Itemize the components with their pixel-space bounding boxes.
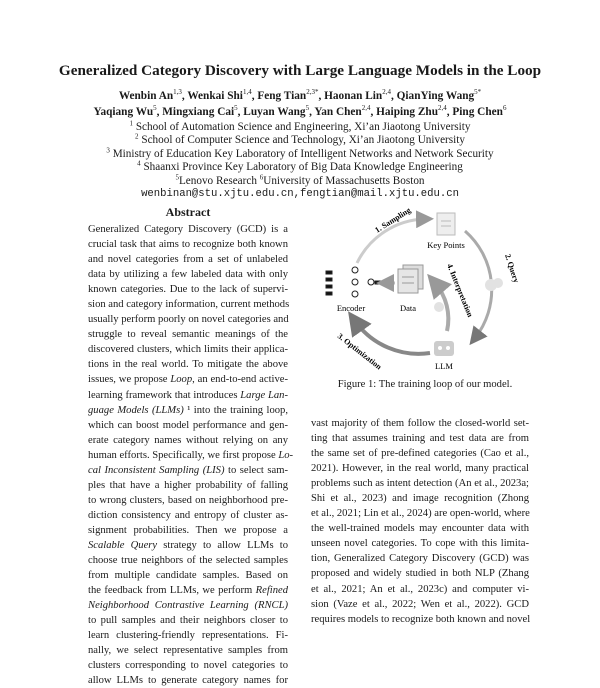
body-text: and novel categories from a set of unlabeled: [88, 254, 288, 266]
body-text: Generalized Category Discovery (GCD) is a: [88, 224, 288, 235]
body-text: human efforts. Specifically, we first propose: [88, 449, 279, 461]
text-line: [88, 538, 288, 553]
text-line: [311, 461, 529, 476]
figure-caption: Figure 1: The training loop of our model.: [337, 379, 513, 390]
step-sampling-label: 1. Sampling: [373, 205, 413, 235]
text-line: [88, 568, 288, 583]
text-line: [88, 643, 288, 658]
author-line-2: Yaqiang Wu$^5$, Mingxiang Cai$^5$, Luyan Wang$^5$, Yan Chen$^{2,4}$, Haiping Zhu$^{2,4}$, Ping Chen$^6$: [93, 104, 507, 118]
data-stack-icon: [398, 265, 423, 293]
author-name: Yaqiang Wu: [93, 106, 154, 118]
optimization-arc: [355, 321, 430, 354]
text-line: [88, 613, 288, 628]
body-text: allow LLMs to generate category names for: [88, 675, 288, 687]
body-text: tions in the real world. To mitigate the above: [88, 359, 288, 371]
step-query-label: 2. Query: [503, 252, 521, 284]
bulb-icon: [434, 302, 444, 312]
author-line-1: Wenbin An$^{1,3}$, Wenkai Shi$^{1,4}$, Feng Tian$^{2,3*}$, Haonan Lin$^{2,4}$, QianYing Wang$^{5*}$: [118, 88, 482, 102]
text-line: [88, 508, 288, 523]
text-line: [88, 478, 288, 493]
text-line: [88, 342, 288, 357]
step-interpretation-label: 4. Interpretation: [445, 262, 475, 319]
cloud-icon: [485, 278, 503, 291]
text-line: [88, 673, 288, 688]
step-optimization-label: 3. Optimization: [335, 331, 384, 372]
author-name: Haonan Lin: [324, 90, 383, 102]
body-text: diction consistency and entropy of cluster as-: [88, 509, 288, 521]
author-name: Feng Tian: [257, 90, 307, 102]
author-list: [0, 88, 600, 120]
author-affiliation-mark: 5: [305, 104, 310, 113]
text-line: [88, 433, 288, 448]
author-affiliation-mark: 2,4: [382, 88, 391, 97]
author-affiliation-mark: 5: [234, 104, 238, 113]
body-text: , an end-to-end active-: [192, 374, 288, 386]
body-text: sion and category information, current methods: [88, 299, 290, 311]
text-line: [88, 628, 288, 643]
body-text: which can boost model performance and gen-: [88, 419, 288, 431]
affiliation-number: 6: [259, 172, 264, 181]
author-affiliation-mark: 6: [502, 104, 507, 113]
text-line: [88, 312, 288, 327]
affiliation-text: School of Computer Science and Technology, Xi’an Jiaotong University: [141, 134, 465, 147]
author-affiliation-mark: 2,4: [437, 104, 447, 113]
body-text: issues, we propose: [88, 374, 171, 386]
emphasized-text: cal Inconsistent Sampling (LIS): [88, 464, 225, 476]
body-text: to select sam-: [224, 464, 288, 476]
author-affiliation-mark: 2,4: [361, 104, 371, 113]
text-line: [88, 222, 288, 237]
affiliation-number: 3: [106, 146, 110, 155]
body-text: learn clustering-friendly representations. Fi-: [88, 630, 288, 642]
body-text: Shi et al., 2023) and image recognition (Zhong: [311, 493, 529, 505]
body-text: usually perform poorly on novel categories and: [88, 314, 289, 326]
body-text: crucial task that aims to recognize both known: [88, 239, 288, 251]
author-affiliation-mark: 5*: [474, 88, 482, 97]
emphasized-text: guage Models (LLMs): [88, 404, 184, 416]
body-text: to wrong clusters, based on neighborhood pre-: [88, 494, 288, 506]
body-text: learning framework that introduces: [88, 389, 241, 401]
body-text: 2021). However, in the real world, many practical: [311, 463, 529, 475]
paper-title: Generalized Category Discovery with Large Language Models in the Loop: [58, 62, 542, 79]
encoder-label: Encoder: [336, 303, 366, 313]
affiliation-text: University of Massachusetts Boston: [263, 174, 425, 187]
text-line: [311, 551, 529, 566]
body-text: from multiple candidate samples. Based on: [88, 570, 288, 582]
body-text: problems such as intent detection (An et al., 2023a;: [311, 478, 529, 490]
affiliation: [0, 134, 600, 147]
text-line: [311, 566, 529, 581]
emphasized-text: Refined: [255, 585, 288, 597]
text-line: [88, 553, 288, 568]
key-points-icon: [437, 213, 455, 235]
emphasized-text: Large Lan-: [240, 389, 288, 401]
text-line: [88, 403, 288, 418]
body-text: vast majority of them follow the closed-world set-: [311, 418, 529, 429]
author-name: QianYing Wang: [396, 90, 475, 102]
text-line: [88, 448, 294, 463]
training-loop-figure: [315, 203, 540, 373]
affiliation-text: School of Automation Science and Engineering, Xi’an Jiaotong University: [135, 121, 471, 133]
right-column-body: [311, 416, 529, 627]
affiliation: [0, 161, 600, 174]
affiliation-text: Shaanxi Province Key Laboratory of Big Data Knowledge Engineering: [143, 161, 463, 174]
body-text: proposed and widely studied in both NLP (Zhang: [311, 568, 529, 580]
affiliation-number: 2: [135, 132, 139, 141]
body-text: ¹ into the training loop,: [183, 404, 288, 416]
author-name: Wenkai Shi: [187, 90, 243, 102]
affiliation-number: 1: [129, 119, 134, 128]
text-line: [311, 536, 529, 551]
affiliation-text: Ministry of Education Key Laboratory of Intelligent Networks and Network Security: [112, 147, 494, 160]
author-name: Luyan Wang: [243, 106, 306, 118]
text-line: [311, 597, 529, 612]
author-affiliation-mark: 1,3: [173, 88, 182, 97]
body-text: data by utilizing a few labeled data with only: [88, 269, 288, 281]
author-affiliation-mark: 2,3*: [306, 88, 319, 97]
text-line: [311, 446, 529, 461]
text-line: [311, 521, 529, 536]
author-name: Haiping Zhu: [376, 106, 438, 118]
text-line: [311, 476, 529, 491]
text-line: [88, 388, 288, 403]
body-text: choose true neighbors of the selected samples: [88, 555, 288, 567]
key-points-label: Key Points: [427, 240, 465, 250]
body-text: signment probabilities. Then we propose a: [88, 524, 288, 536]
text-line: [88, 523, 288, 538]
text-line: [88, 267, 288, 282]
text-line: [311, 431, 529, 446]
author-name: Yan Chen: [314, 106, 362, 118]
affiliation: [0, 121, 600, 134]
body-text: et al., 2021; An et al., 2023c) and computer vi-: [311, 583, 529, 595]
text-line: [88, 297, 288, 312]
text-line: [88, 327, 288, 342]
author-emails: wenbinan@stu.xjtu.edu.cn,fengtian@mail.xjtu.edu.cn: [141, 188, 459, 201]
author-name: Ping Chen: [452, 106, 503, 118]
body-text: erate category names without relying on any: [88, 434, 288, 446]
emphasized-text: Loop: [170, 374, 193, 386]
body-text: discovered clusters, which limits their applica-: [88, 344, 288, 356]
body-text: ples that have a higher probability of falling: [88, 479, 288, 491]
body-text: unseen novel categories. To cope with this limita-: [311, 538, 529, 550]
encoder-icon: [326, 267, 381, 297]
text-line: [311, 506, 529, 521]
affiliations: [0, 121, 600, 201]
body-text: requires models to recognize both known and novel: [311, 613, 531, 625]
affiliation-text: Lenovo Research: [178, 174, 257, 187]
body-text: the same set of pre-defined categories (Cao et al.,: [311, 448, 529, 460]
author-affiliation-mark: 1,4: [242, 88, 252, 97]
affiliation-5-6: [0, 172, 600, 188]
emphasized-text: Lo-: [278, 449, 294, 461]
text-line: [88, 493, 288, 508]
text-line: [88, 598, 288, 613]
text-line: [88, 252, 288, 267]
body-text: et al., 2021; Lin et al., 2024) are open-world, where: [311, 508, 530, 520]
abstract-heading: Abstract: [165, 205, 211, 219]
llm-robot-icon: [434, 341, 454, 356]
body-text: ting that assumes training and test data are from: [311, 433, 529, 445]
emphasized-text: Scalable Query: [88, 539, 158, 551]
author-name: Wenbin An: [118, 90, 174, 102]
text-line: [88, 372, 288, 387]
text-line: [311, 491, 529, 506]
affiliation: [0, 148, 600, 161]
body-text: strategy to allow LLMs to: [157, 539, 288, 551]
body-text: struggle to reveal semantic meanings of the: [88, 329, 288, 341]
abstract-body: [88, 222, 294, 688]
affiliation-number: 4: [137, 159, 141, 168]
body-text: clusters corresponding to novel categories to: [88, 660, 288, 672]
body-text: tion, Generalized Category Discovery (GCD) was: [311, 553, 529, 565]
body-text: the well-trained models may encounter data with: [311, 523, 529, 535]
body-text: to pull samples and their neighbors closer to: [88, 615, 288, 627]
body-text: nally, we select representative samples from: [88, 645, 288, 657]
data-label: Data: [399, 303, 417, 313]
author-name: Mingxiang Cai: [162, 106, 235, 118]
text-line: [88, 237, 288, 252]
text-line: [311, 582, 529, 597]
text-line: [88, 463, 288, 478]
emphasized-text: Neighborhood Contrastive Learning (RNCL): [88, 600, 288, 612]
text-line: [88, 583, 288, 598]
llm-label: LLM: [435, 361, 453, 371]
body-text: known categories. Due to the lack of supervi-: [88, 284, 288, 296]
text-line: [311, 416, 529, 431]
text-line: [88, 282, 288, 297]
body-text: the feedback from LLMs, we perform: [88, 585, 256, 597]
author-affiliation-mark: 5: [153, 104, 157, 113]
text-line: [88, 658, 288, 673]
text-line: [88, 418, 288, 433]
text-line: [311, 612, 529, 627]
text-line: [88, 357, 288, 372]
affiliation-number: 5: [175, 172, 179, 181]
body-text: sion (Vaze et al., 2022; Wen et al., 2022). GCD: [311, 598, 529, 610]
